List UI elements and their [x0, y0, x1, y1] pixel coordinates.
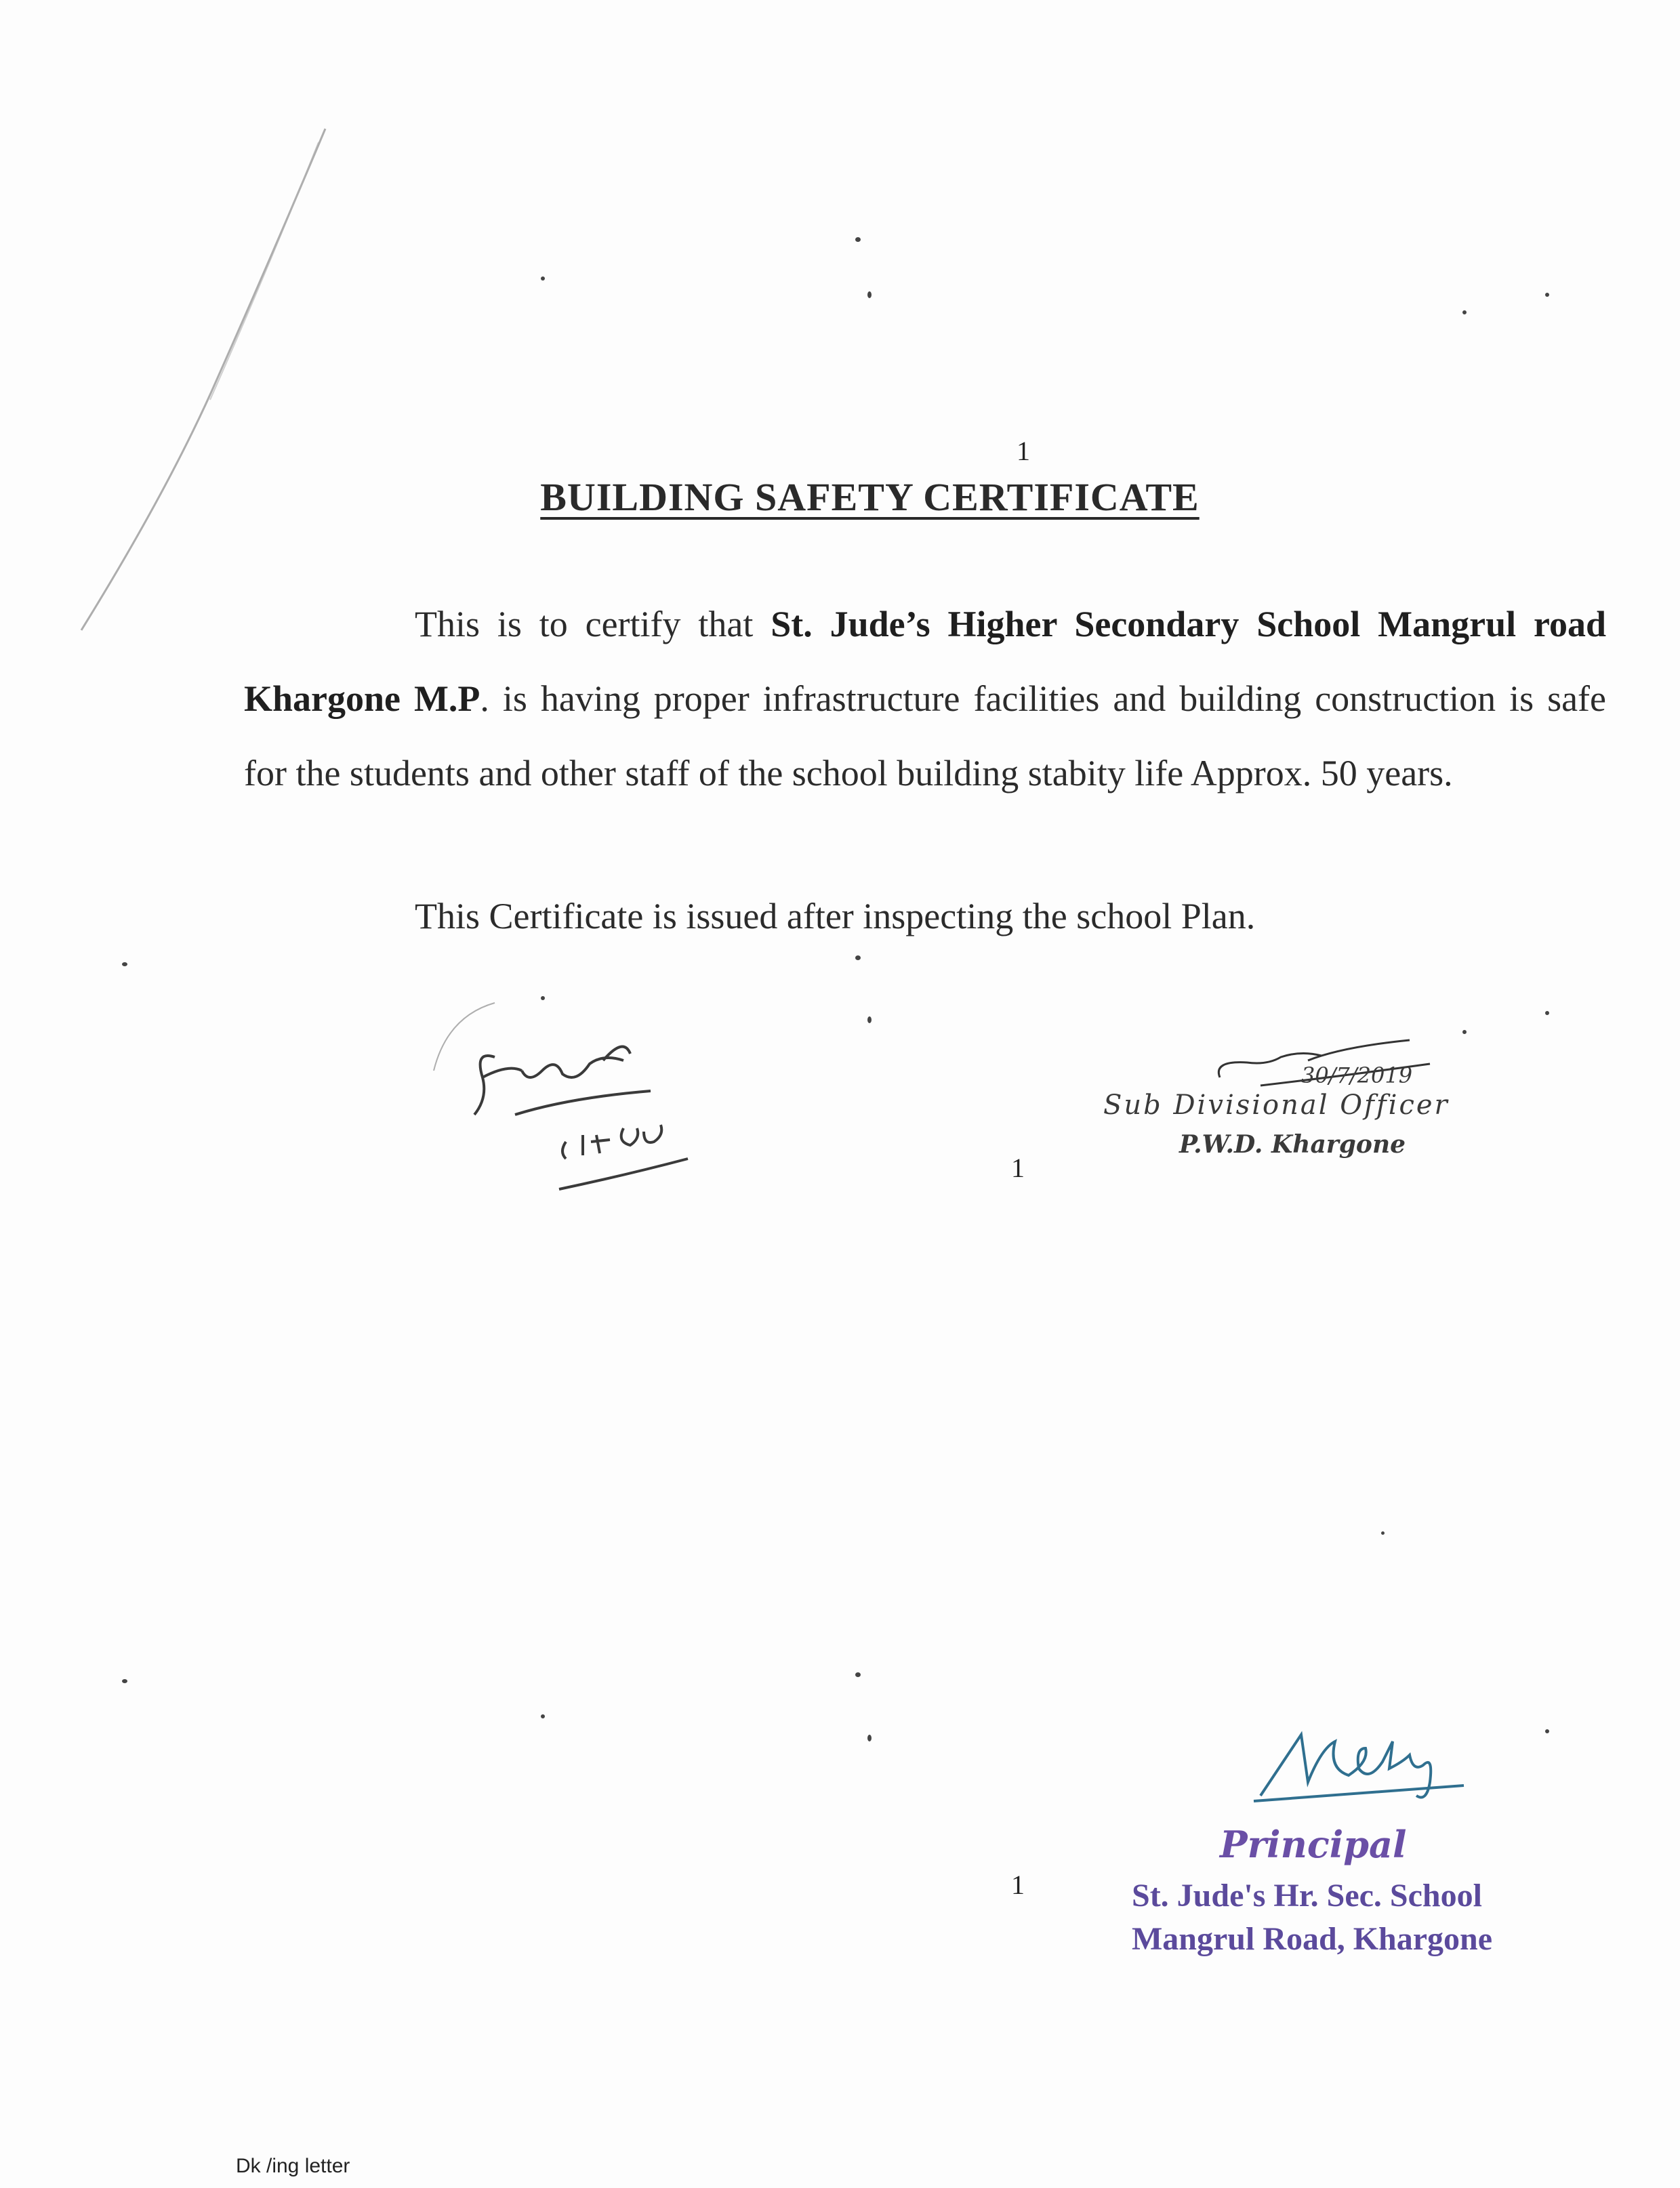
officer-office: P.W.D. Khargone	[1179, 1130, 1406, 1159]
scan-edge-line	[68, 122, 339, 637]
title-text: BUILDING SAFETY CERTIFICATE	[540, 475, 1200, 519]
page-mark: 1	[1011, 1153, 1025, 1183]
page-mark: 1	[1011, 1870, 1025, 1900]
issued-statement: This Certificate is issued after inspecting the school Plan.	[415, 896, 1256, 936]
body-lead: This is to certify that	[415, 604, 771, 644]
certificate-title	[0, 474, 1680, 520]
body-text: . is having proper infrastructure facilities and building construction is safe for the students and other staff of the school building stabity life Approx. 50 years.	[244, 678, 1606, 793]
officer-stamp-date: 30/7/2019	[1301, 1062, 1413, 1088]
school-name: St. Jude’s Higher Secondary School Mangrul road Khargone M.P	[244, 604, 1606, 719]
inspector-signature	[420, 996, 705, 1199]
principal-address: Mangrul Road, Khargone	[1132, 1921, 1493, 1957]
page-mark: 1	[1017, 436, 1030, 466]
principal-school: St. Jude's Hr. Sec. School	[1132, 1878, 1482, 1914]
principal-signature	[1247, 1714, 1491, 1809]
footer-note: Dk /ing letter	[236, 2155, 350, 2177]
certificate-body	[244, 587, 1606, 810]
officer-designation: Sub Divisional Officer	[1103, 1090, 1450, 1121]
principal-title: Principal	[1220, 1823, 1407, 1866]
